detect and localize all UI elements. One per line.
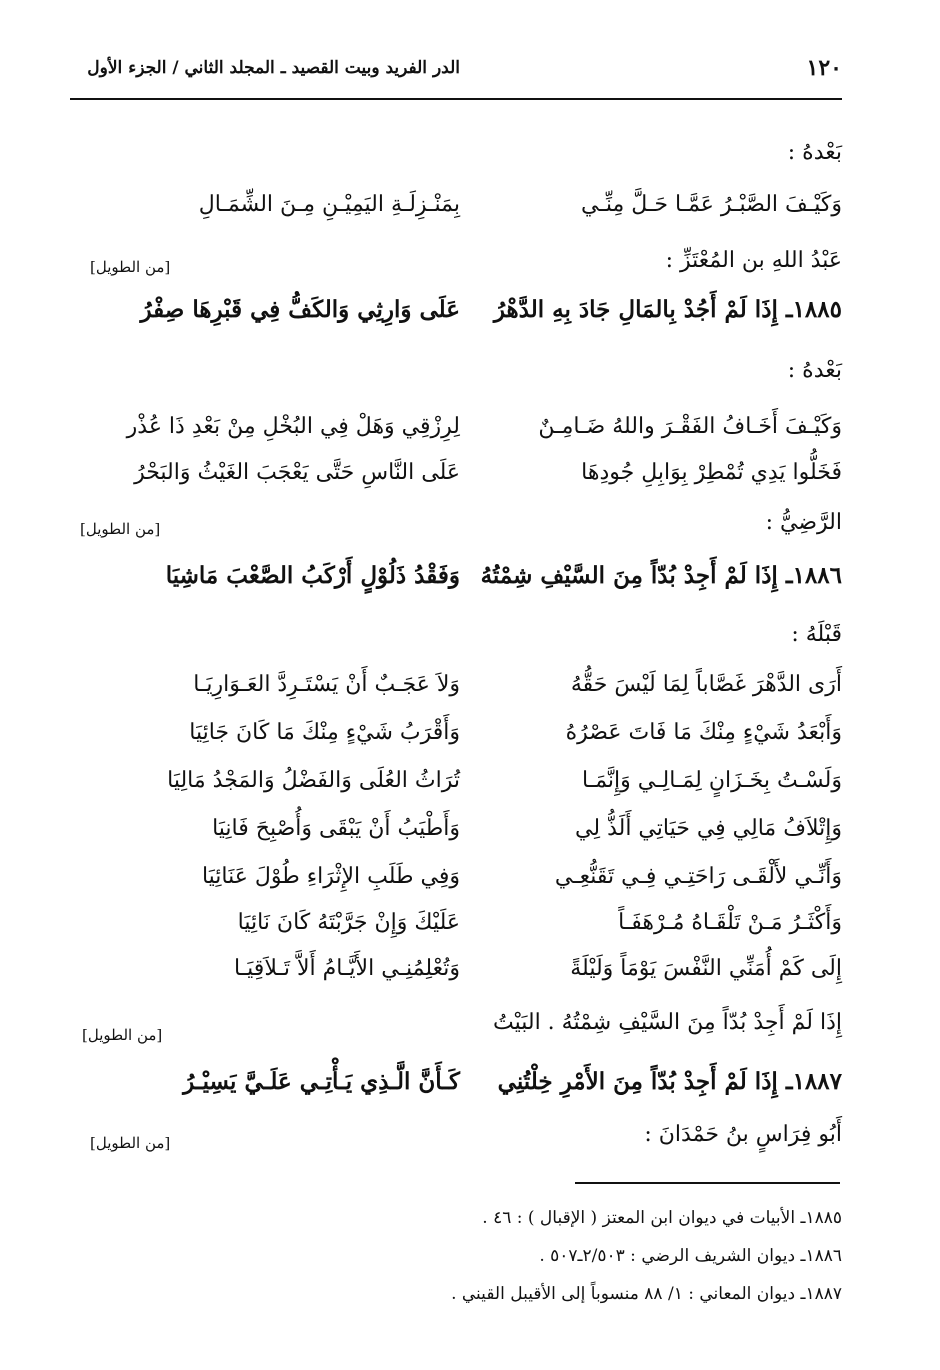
verse-second-hemistich: وَفَقْدُ ذَلُوْلٍ أَرْكَبُ الصَّعْبَ مَاشِيَا — [165, 562, 460, 589]
verse-first-hemistich: ١٨٨٦ـ إِذَا لَمْ أَجِدْ بُدّاً مِنَ السَّيْفِ شِمْتُهُ — [480, 562, 842, 589]
verse-second-hemistich: لِرِزْقِي وَهَلْ فِي البُخْلِ مِنْ بَعْدِ ذَا عُذْر — [126, 414, 460, 439]
verse-second-hemistich: وَتُعْلِمُنِـي الأَيَّـامُ أَلاَّ تَـلاَقِيَـا — [234, 956, 460, 981]
verse-first-hemistich: ١٨٨٥ـ إِذَا لَمْ أَجُدْ بِالمَالِ جَادَ بِهِ الدَّهْرُ — [493, 296, 842, 323]
intro-line: بَعْدهُ : — [787, 140, 842, 165]
verse-second-hemistich: تُرَاثُ العُلَى وَالفَضْلُ وَالمَجْدُ مَالِيَا — [167, 768, 460, 793]
verse-first-hemistich: وَأَكْثَـرُ مَـنْ تَلْقَـاهُ مُـرْهَفَـاً — [618, 910, 842, 935]
meter-label: [من الطويل] — [82, 1026, 163, 1044]
meter-label: [من الطويل] — [90, 1134, 171, 1152]
poet-name: أَبُو فِرَاسٍ بنُ حَمْدَانَ : — [644, 1122, 842, 1147]
meter-label: [من الطويل] — [90, 258, 171, 276]
verse-second-hemistich: عَلَيْكَ وَإِنْ جَرَّبْتَهُ كَانَ نَائِيَا — [237, 910, 460, 935]
verse-second-hemistich: وَلاَ عَجَـبٌ أَنْ يَسْتَـرِدَّ العَـوَارِيَـا — [193, 672, 460, 697]
poet-name: عَبْدُ اللهِ بن المُعْتَزِّ : — [665, 248, 842, 273]
intro-line: قَبْلَهُ : — [791, 622, 842, 647]
verse-first-hemistich: وَكَيْـفَ أَخَـافُ الفَقْـرَ واللهُ ضَـامِـنٌ — [538, 414, 842, 439]
verse-first-hemistich: وَإِتْلاَفُ مَالِي فِي حَيَاتِي أَلَذُّ لِي — [575, 816, 842, 841]
verse-first-hemistich: وَأَبْعَدُ شَيْءٍ مِنْكَ مَا فَاتَ عَصْرُهُ — [565, 720, 842, 745]
footnote: ١٨٨٥ـ الأبيات في ديوان ابن المعتز ( الإقبال ) : ٤٦ . — [482, 1208, 842, 1228]
verse-second-hemistich: عَلَى وَارِثِي وَالكَفُّ فِي قَبْرِهَا صِفْرُ — [140, 296, 460, 323]
verse-first-hemistich: إِلَى كَمْ أُمَنِّي النَّفْسَ يَوْمَاً وَلَيْلَةً — [570, 956, 842, 981]
verse-second-hemistich: بِمَنْـزِلَـةِ اليَمِيْـنِ مِـنَ الشِّمَـالِ — [198, 192, 460, 217]
footnote: ١٨٨٧ـ ديوان المعاني : ١/ ٨٨ منسوباً إلى الأقيبل القيني . — [451, 1284, 842, 1304]
verse-first-hemistich: ١٨٨٧ـ إِذَا لَمْ أَجِدْ بُدّاً مِنَ الأَمْرِ خِلْتُنِي — [497, 1068, 842, 1095]
verse-first-hemistich: وَكَيْـفَ الصَّبْـرُ عَمَّـا حَـلَّ مِنِّـي — [581, 192, 842, 217]
page-number: ١٢٠ — [806, 55, 842, 81]
header-divider — [70, 98, 842, 100]
footnote-divider — [575, 1182, 840, 1184]
verse-second-hemistich: وَأَطْيَبُ أَنْ يَبْقَى وَأُصْبِحَ فَانِيَا — [212, 816, 460, 841]
meter-label: [من الطويل] — [80, 520, 161, 538]
verse-second-hemistich: كَـأَنَّ الَّـذِي يَـأْتِـي عَلَـيَّ يَسِيْـرُ — [183, 1068, 460, 1095]
verse-reference-line: إِذَا لَمْ أَجِدْ بُدّاً مِنَ السَّيْفِ شِمْتُهُ . البَيْتُ — [492, 1010, 842, 1035]
verse-second-hemistich: وَفِي طَلَبِ الإِثْرَاءِ طُوْلَ عَنَائِيَا — [201, 864, 460, 889]
verse-first-hemistich: فَخَلُّوا يَدِي تُمْطِرْ بِوَابِلِ جُودِهَا — [581, 460, 842, 485]
verse-first-hemistich: أَرَى الدَّهْرَ غَصَّاباً لِمَا لَيْسَ حَقُّهُ — [570, 672, 842, 697]
verse-first-hemistich: وَأَنِّـي لأَلْقَـى رَاحَتِـي فِـي تَقَنُّعِـي — [554, 864, 842, 889]
verse-first-hemistich: وَلَسْـتُ بِخَـزَانٍ لِمَـالِـي وَإِنَّمَـا — [582, 768, 842, 793]
verse-second-hemistich: عَلَى النَّاسِ حَتَّى يَعْجَبَ الغَيْثُ وَالبَحْرُ — [134, 460, 460, 485]
intro-line: بَعْدهُ : — [787, 358, 842, 383]
verse-second-hemistich: وَأَقْرَبُ شَيْءٍ مِنْكَ مَا كَانَ جَائِيَا — [189, 720, 460, 745]
poet-name: الرَّضِيُّ : — [765, 510, 842, 535]
footnote: ١٨٨٦ـ ديوان الشريف الرضي : ٢/٥٠٣ـ٥٠٧ . — [539, 1246, 842, 1266]
running-header-title: الدر الفريد وبيت القصيد ـ المجلد الثاني / الجزء الأول — [87, 58, 460, 78]
